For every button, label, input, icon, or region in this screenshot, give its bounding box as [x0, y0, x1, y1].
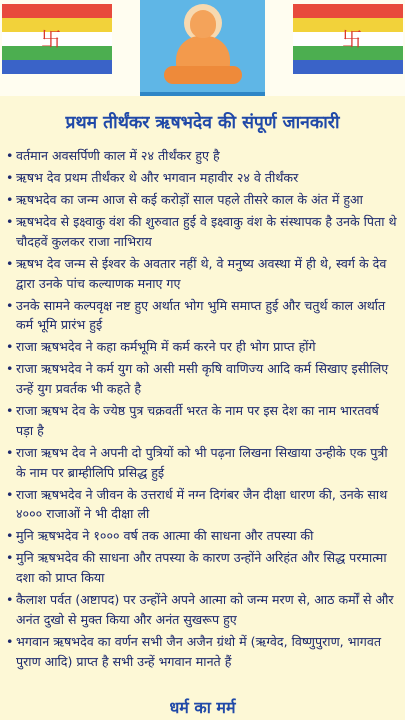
list-item: • राजा ऋषभदेव ने कर्म युग को असी मसी कृषि वाणिज्य आदि कर्म सिखाए इसीलिए उन्हें युग प्रवर्तक भी कहते है [6, 359, 399, 399]
list-item: • ऋषभ देव जन्म से ईश्वर के अवतार नहीं थे, वे मनुष्य अवस्था में ही थे, स्वर्ग के देव द्वारा उनके पांच कल्याणक मनाए गए [6, 254, 399, 294]
list-item: • राजा ऋषभदेव ने कहा कर्मभूमि में कर्म करने पर ही भोग प्राप्त होंगे [6, 337, 399, 357]
facts-list [6, 146, 399, 674]
page-title: प्रथम तीर्थंकर ऋषभदेव की संपूर्ण जानकारी [65, 113, 340, 133]
list-item: • मुनि ऋषभदेव ने १००० वर्ष तक आत्मा की साधना और तपस्या की [6, 526, 399, 546]
swastika-icon: 卐 [41, 27, 61, 51]
swastika-icon: 卐 [342, 27, 362, 51]
list-item: • वर्तमान अवसर्पिणी काल में २४ तीर्थंकर हुए है [6, 146, 399, 166]
list-item: • राजा ऋषभदेव ने जीवन के उत्तरार्ध में नग्न दिगंबर जैन दीक्षा धारण की, उनके साथ ४००० राजाओं ने भी दीक्षा ली [6, 485, 399, 525]
jain-flag-right [293, 4, 403, 74]
list-item: • ऋषभदेव से इक्ष्वाकु वंश की शुरुवात हुई वे इक्ष्वाकु वंश के संस्थापक है उनके पिता थे चौदहवें कुलकर राजा नाभिराय [6, 212, 399, 252]
tirthankara-idol-icon [140, 0, 265, 96]
flag-stripe-red [293, 4, 403, 18]
list-item: • ऋषभ देव प्रथम तीर्थंकर थे और भगवान महावीर २४ वे तीर्थंकर [6, 168, 399, 188]
jain-flag-left [2, 4, 112, 74]
flag-stripe-blue [293, 60, 403, 74]
list-item: • राजा ऋषभ देव के ज्येष्ठ पुत्र चक्रवर्ती भरत के नाम पर इस देश का नाम भारतवर्ष पड़ा है [6, 401, 399, 441]
list-item: • राजा ऋषभ देव ने अपनी दो पुत्रियों को भी पढ़ना लिखना सिखाया उन्हीके एक पुत्री के नाम पर ब्राम्हीलिपि प्रसिद्ध हुई [6, 443, 399, 483]
footer-caption: धर्म का मर्म [169, 698, 236, 717]
flag-stripe-red [2, 4, 112, 18]
list-item: • भगवान ऋषभदेव का वर्णन सभी जैन अजैन ग्रंथो में (ऋग्वेद, विष्णुपुराण, भागवत पुराण आदि) प्राप्त है सभी उन्हें भगवान मानते हैं [6, 632, 399, 672]
list-item: • मुनि ऋषभदेव की साधना और तपस्या के कारण उन्होंने अरिहंत और सिद्ध परमात्मा दशा को प्राप्त किया [6, 548, 399, 588]
list-item: • कैलाश पर्वत (अष्टापद) पर उन्होंने अपने आत्मा को जन्म मरण से, आठ कर्मों से और अनंत दुखो से मुक्त किया और अनंत सुखरूप हुए [6, 590, 399, 630]
flag-stripe-blue [2, 60, 112, 74]
header-banner [0, 0, 405, 96]
list-item: • ऋषभदेव का जन्म आज से कई करोड़ों साल पहले तीसरे काल के अंत में हुआ [6, 190, 399, 210]
list-item: • उनके सामने कल्पवृक्ष नष्ट हुए अर्थात भोग भुमि समाप्त हुई और चतुर्थ काल अर्थात कर्म भूमि प्रारंभ हुई [6, 296, 399, 336]
